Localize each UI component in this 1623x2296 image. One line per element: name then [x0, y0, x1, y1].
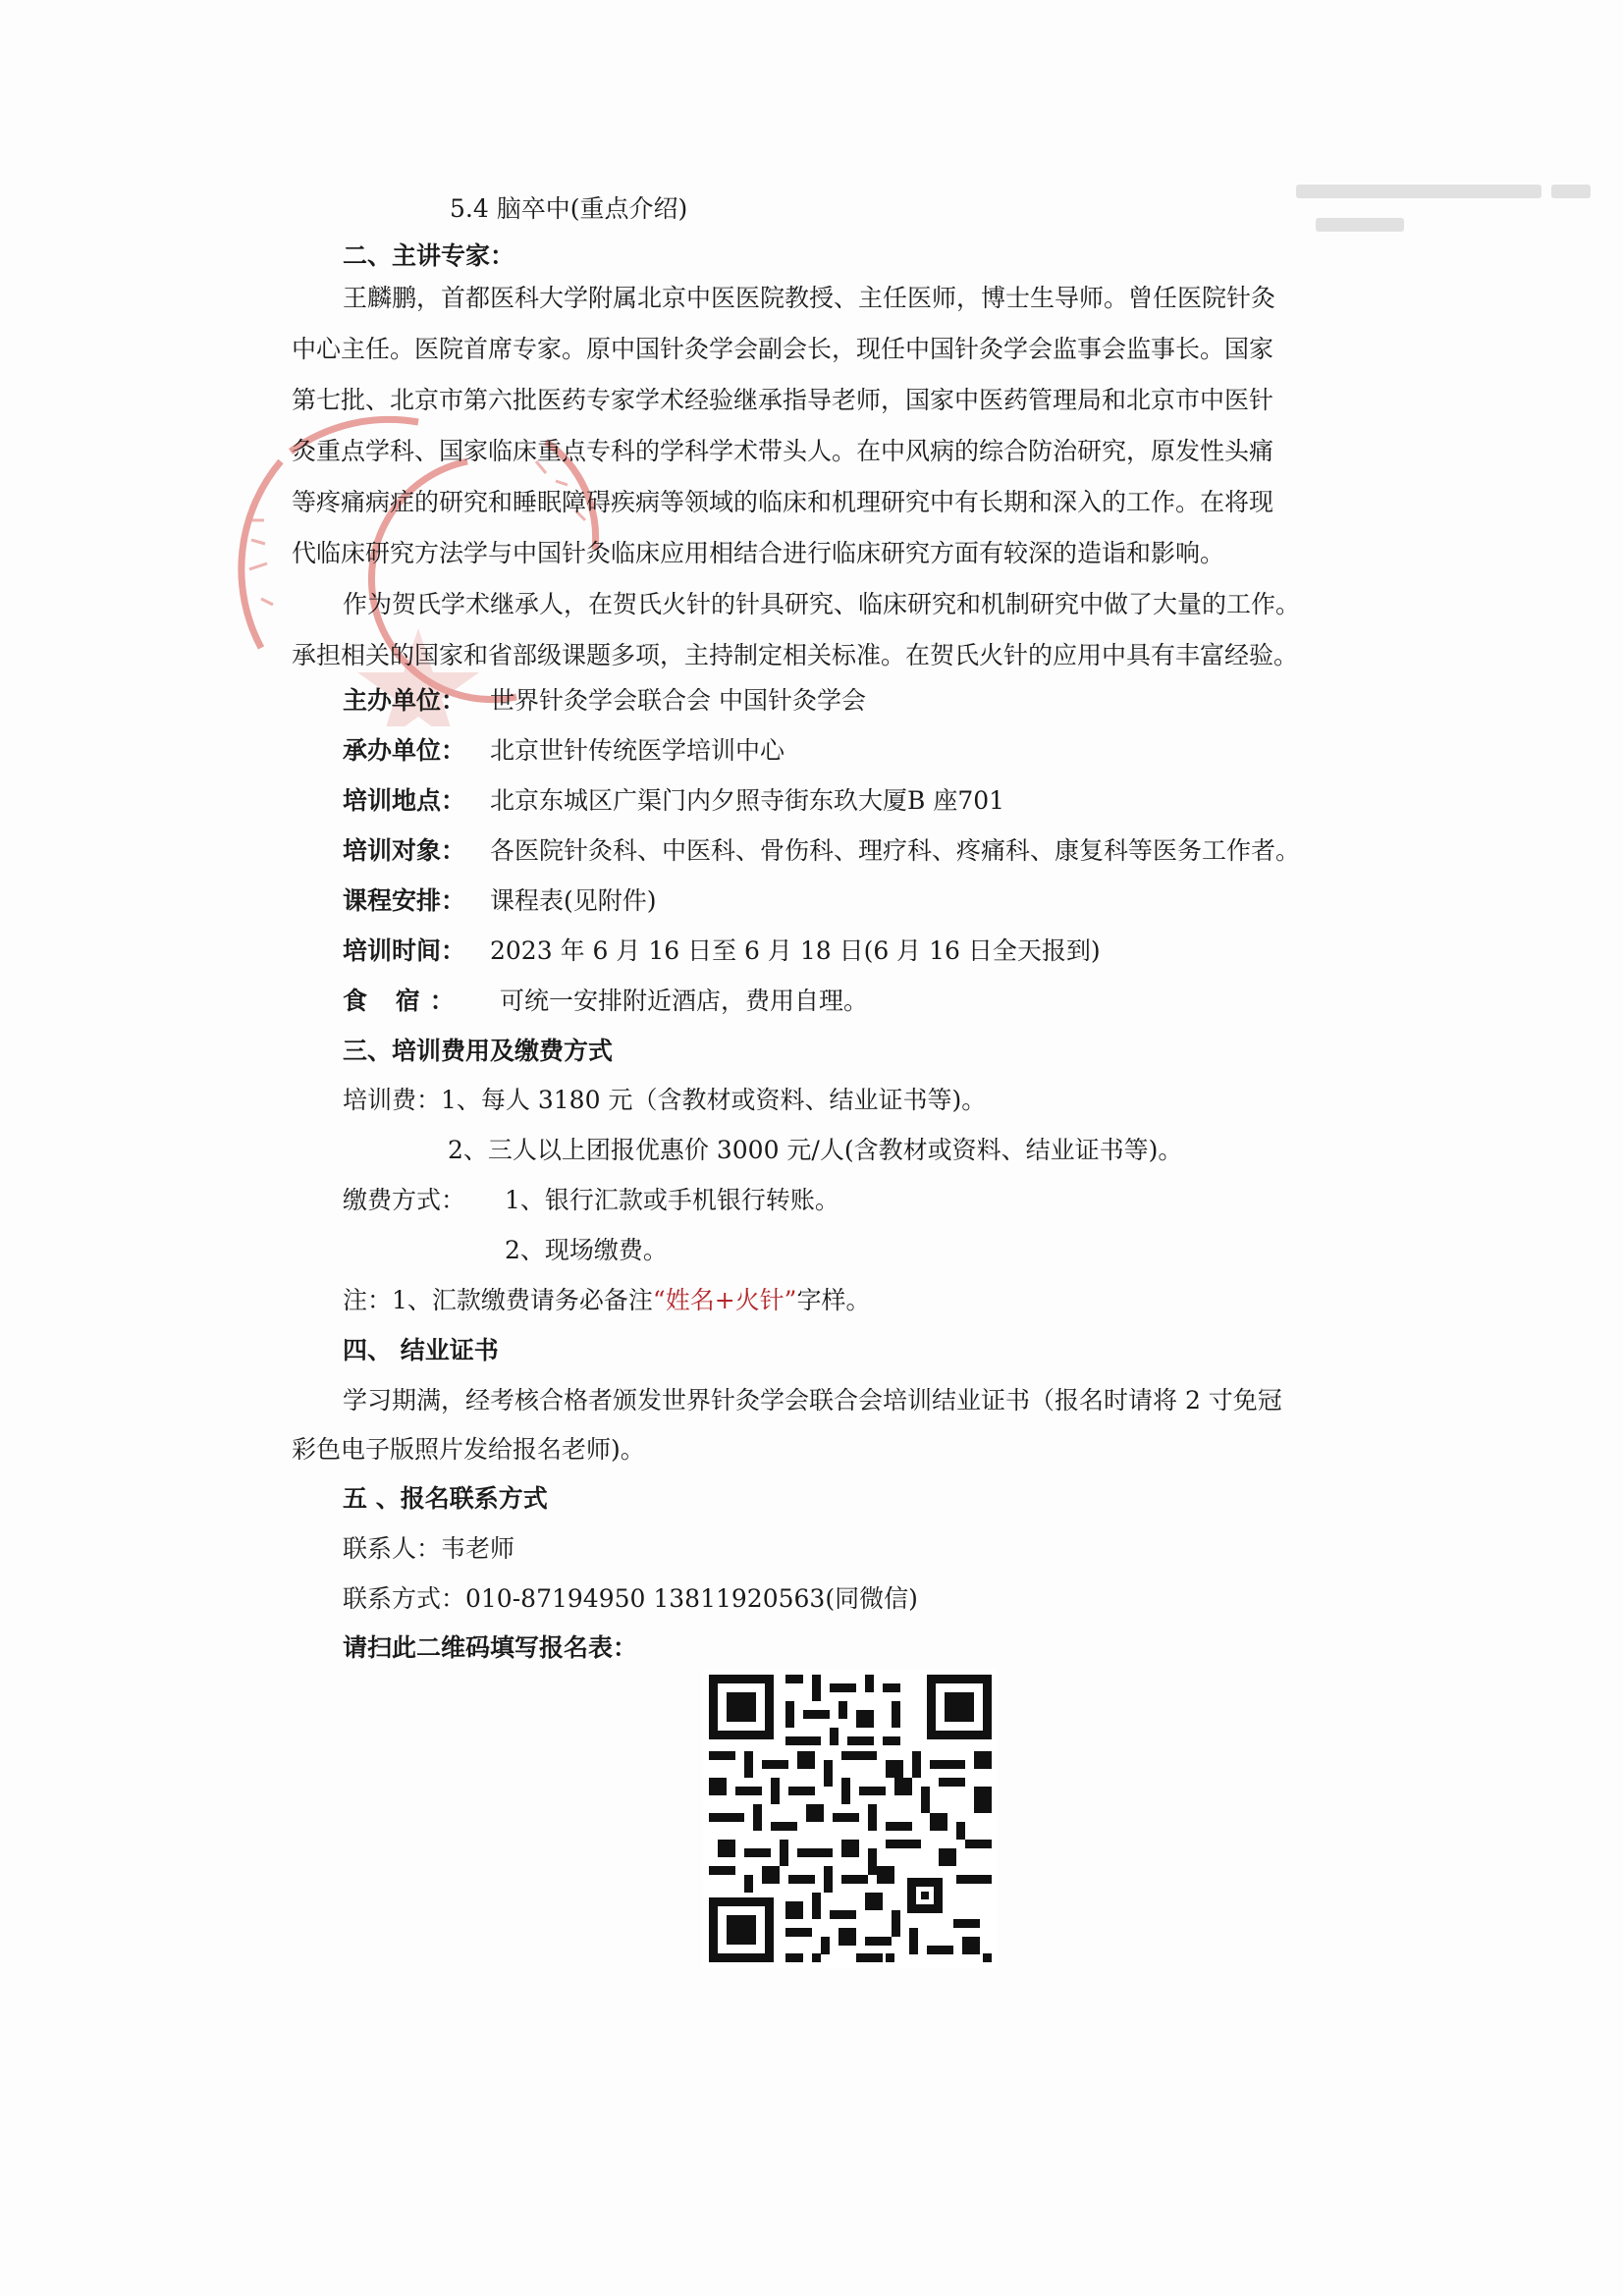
bleed-through-marks — [1296, 185, 1600, 253]
section2-heading: 二、主讲专家： — [343, 241, 515, 270]
audience-value: 各医院针灸科、中医科、骨伤科、理疗科、疼痛科、康复科等医务工作者。 — [490, 836, 1301, 865]
outline-item: 5.4 脑卒中(重点介绍) — [450, 194, 688, 223]
lodging-row — [343, 985, 868, 1018]
note-suffix: 字样。 — [796, 1286, 871, 1314]
contact-phone: 联系方式：010-87194950 13811920563(同微信) — [343, 1584, 918, 1613]
fee-label: 培训费： — [343, 1086, 442, 1114]
bio-line-5: 等疼痛病症的研究和睡眠障碍疾病等领域的临床和机理研究中有长期和深入的工作。在将现 — [292, 488, 1274, 516]
pay-row — [343, 1184, 839, 1217]
certificate-line-2: 彩色电子版照片发给报名老师)。 — [292, 1435, 645, 1464]
schedule-label: 课程安排： — [343, 886, 466, 915]
bio-line-4: 灸重点学科、国家临床重点专科的学科学术带头人。在中风病的综合防治研究，原发性头痛 — [292, 437, 1274, 465]
section5-heading: 五 、报名联系方式 — [343, 1484, 548, 1513]
time-value: 2023 年 6 月 16 日至 6 月 18 日(6 月 16 日全天报到) — [490, 936, 1101, 965]
location-value: 北京东城区广渠门内夕照寺街东玖大厦B 座701 — [490, 786, 1005, 815]
contact-person: 联系人：韦老师 — [343, 1534, 515, 1563]
organizer-row — [343, 734, 784, 768]
host-label: 主办单位： — [343, 686, 466, 715]
note-row — [343, 1284, 870, 1317]
lodging-label: 食 宿： — [343, 987, 464, 1015]
organizer-label: 承办单位： — [343, 736, 466, 765]
bio-line-1: 王麟鹏，首都医科大学附属北京中医医院教授、主任医师，博士生导师。曾任医院针灸 — [343, 284, 1276, 312]
note-highlight: “姓名+火针” — [652, 1286, 797, 1314]
note-prefix: 注：1、汇款缴费请务必备注 — [343, 1286, 653, 1314]
section3-heading: 三、培训费用及缴费方式 — [343, 1037, 614, 1065]
bio-line-3: 第七批、北京市第六批医药专家学术经验继承指导老师，国家中医药管理局和北京市中医针 — [292, 386, 1274, 414]
pay-label: 缴费方式： — [343, 1186, 466, 1214]
fee-row — [343, 1084, 986, 1117]
time-label: 培训时间： — [343, 936, 466, 965]
location-row — [343, 784, 1004, 818]
audience-row — [343, 834, 1300, 868]
bio-line-2: 中心主任。医院首席专家。原中国针灸学会副会长，现任中国针灸学会监事会监事长。国家 — [292, 335, 1274, 363]
bio-line-7: 作为贺氏学术继承人，在贺氏火针的针具研究、临床研究和机制研究中做了大量的工作。 — [343, 590, 1301, 618]
lodging-value: 可统一安排附近酒店，费用自理。 — [500, 987, 869, 1015]
bio-line-6: 代临床研究方法学与中国针灸临床应用相结合进行临床研究方面有较深的造诣和影响。 — [292, 539, 1225, 567]
fee-item-1: 1、每人 3180 元（含教材或资料、结业证书等)。 — [441, 1086, 987, 1114]
certificate-line-1: 学习期满，经考核合格者颁发世界针灸学会联合会培训结业证书（报名时请将 2 寸免冠 — [343, 1386, 1282, 1415]
host-value: 世界针灸学会联合会 中国针灸学会 — [490, 686, 866, 715]
qr-prompt: 请扫此二维码填写报名表： — [343, 1633, 638, 1662]
pay-item-1: 1、银行汇款或手机银行转账。 — [505, 1186, 839, 1214]
fee-item-2: 2、三人以上团报优惠价 3000 元/人(含教材或资料、结业证书等)。 — [448, 1136, 1183, 1164]
schedule-value: 课程表(见附件) — [490, 886, 657, 915]
registration-qr-code[interactable] — [703, 1669, 998, 1968]
location-label: 培训地点： — [343, 786, 466, 815]
schedule-row — [343, 884, 657, 918]
section4-heading: 四、 结业证书 — [343, 1336, 499, 1364]
time-row — [343, 934, 1101, 968]
bio-line-8: 承担相关的国家和省部级课题多项，主持制定相关标准。在贺氏火针的应用中具有丰富经验。 — [292, 641, 1299, 669]
pay-item-2: 2、现场缴费。 — [505, 1236, 668, 1264]
organizer-value: 北京世针传统医学培训中心 — [490, 736, 785, 765]
audience-label: 培训对象： — [343, 836, 466, 865]
host-row — [343, 684, 866, 718]
